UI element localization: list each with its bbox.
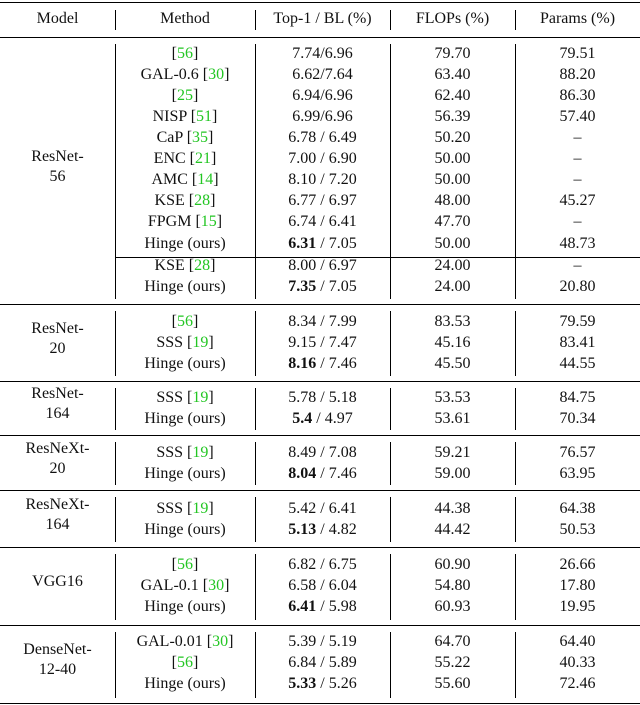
method-cell (115, 106, 255, 127)
top1-value: 8.34 / 7.99 (288, 313, 357, 330)
params-cell: 19.95 (559, 598, 596, 615)
top1-value: / 7.46 (316, 355, 357, 372)
params-cell: 64.40 (559, 633, 596, 650)
model-name-line: 164 (45, 405, 70, 422)
column-rule (515, 10, 516, 30)
model-name-line: ResNet- (31, 385, 84, 402)
method-name: Hinge (ours) (144, 598, 226, 615)
bracket-open: [ (187, 500, 193, 517)
model-name (0, 439, 115, 479)
citation-link[interactable]: 30 (208, 577, 225, 594)
method-cell (115, 596, 255, 617)
bracket-close: ] (216, 213, 223, 230)
method-cell (115, 575, 255, 596)
method-cell (115, 64, 255, 85)
top1-value: 7.74/6.96 (292, 45, 353, 62)
model-name-line: 164 (45, 516, 70, 533)
method-cell (115, 498, 255, 519)
top1-value: 6.74 / 6.41 (288, 213, 357, 230)
header-flops: FLOPs (%) (415, 10, 490, 27)
method-cell (115, 519, 255, 540)
top1-value: 7.00 / 6.90 (288, 150, 357, 167)
params-cell: 70.34 (559, 410, 596, 427)
params-cell: 20.80 (559, 278, 596, 295)
model-name-line: DenseNet- (23, 641, 92, 658)
params-cell: 76.57 (559, 444, 596, 461)
flops-cell: 50.20 (434, 129, 471, 146)
citation-link[interactable]: 56 (177, 556, 193, 573)
top1-cell (255, 332, 390, 353)
citation-link[interactable]: 56 (177, 313, 193, 330)
model-name-line: ResNet- (31, 320, 84, 337)
top1-value: 6.94/6.96 (292, 87, 353, 104)
group-rule (0, 625, 640, 626)
top1-cell (255, 85, 390, 106)
flops-cell: 47.70 (434, 213, 471, 230)
top1-cell (255, 387, 390, 408)
flops-cell: 45.16 (434, 334, 471, 351)
top1-value: / 7.46 (316, 465, 357, 482)
group-rule (0, 435, 640, 436)
method-name: Hinge (ours) (144, 521, 226, 538)
method-name: Hinge (ours) (144, 355, 226, 372)
top1-cell (255, 148, 390, 169)
best-value: 8.04 (288, 465, 317, 482)
top1-cell (255, 311, 390, 332)
citation-link[interactable]: 19 (192, 500, 209, 517)
model-name-line: 20 (49, 460, 66, 477)
group-rule (0, 37, 640, 38)
method-cell (115, 631, 255, 652)
citation-link[interactable]: 19 (192, 389, 209, 406)
top1-value: 6.99/6.96 (292, 108, 353, 125)
params-cell: 48.73 (559, 235, 596, 252)
params-cell: 83.41 (559, 334, 596, 351)
bracket-open: [ (206, 633, 213, 650)
header-params: Params (%) (539, 10, 616, 27)
bracket-close: ] (208, 129, 214, 146)
header-model: Model (36, 10, 79, 27)
model-name (0, 495, 115, 535)
bracket-close: ] (208, 444, 214, 461)
top1-value: 8.49 / 7.08 (288, 444, 357, 461)
method-cell (115, 554, 255, 575)
method-cell (115, 387, 255, 408)
flops-cell: 79.70 (434, 45, 471, 62)
method-cell (115, 190, 255, 211)
top1-value: / 4.97 (312, 410, 353, 427)
bracket-close: ] (212, 108, 218, 125)
top1-value: / 7.05 (316, 235, 357, 252)
method-name: Hinge (ours) (144, 278, 226, 295)
bracket-close: ] (211, 150, 217, 167)
params-cell: – (573, 171, 582, 188)
method-cell (115, 85, 255, 106)
model-name-line: 20 (49, 340, 66, 357)
bracket-open: [ (186, 129, 193, 146)
params-cell: – (573, 129, 582, 146)
citation-link[interactable]: 15 (200, 213, 217, 230)
bracket-close: ] (210, 192, 216, 209)
flops-cell: 60.90 (434, 556, 471, 573)
bracket-open: [ (187, 334, 193, 351)
params-cell: 45.27 (559, 192, 596, 209)
group-rule (0, 490, 640, 491)
flops-cell: 59.00 (434, 465, 471, 482)
bracket-open: [ (188, 192, 195, 209)
method-cell (115, 673, 255, 694)
model-name (0, 640, 115, 680)
top1-value: 8.10 / 7.20 (288, 171, 357, 188)
top1-value: / 5.26 (316, 675, 357, 692)
params-cell: 57.40 (559, 108, 596, 125)
method-name: SSS (156, 444, 188, 461)
group-rule (0, 547, 640, 548)
citation-link[interactable]: 25 (177, 87, 193, 104)
bracket-close: ] (193, 45, 199, 62)
top1-value: 6.78 / 6.49 (288, 129, 357, 146)
model-name (0, 572, 115, 592)
flops-cell: 24.00 (434, 278, 471, 295)
method-cell (115, 148, 255, 169)
method-cell (115, 276, 255, 297)
flops-cell: 50.00 (434, 235, 471, 252)
top1-cell (255, 631, 390, 652)
flops-cell: 64.70 (434, 633, 471, 650)
method-name: SSS (156, 334, 188, 351)
bracket-close: ] (208, 389, 214, 406)
top1-cell (255, 442, 390, 463)
method-cell (115, 463, 255, 484)
method-name: CaP (156, 129, 187, 146)
top1-value: 5.78 / 5.18 (288, 389, 357, 406)
bracket-open: [ (202, 66, 209, 83)
method-cell (115, 332, 255, 353)
params-cell: 88.20 (559, 66, 596, 83)
params-cell: 63.95 (559, 465, 596, 482)
bracket-open: [ (190, 108, 197, 125)
citation-link[interactable]: 56 (177, 45, 193, 62)
bracket-close: ] (193, 313, 199, 330)
flops-cell: 24.00 (434, 257, 471, 274)
method-name: Hinge (ours) (144, 465, 226, 482)
top1-cell (255, 652, 390, 673)
bracket-close: ] (224, 577, 230, 594)
method-name: GAL-0.01 (136, 633, 207, 650)
top1-value: 8.00 / 6.97 (288, 257, 357, 274)
flops-cell: 62.40 (434, 87, 471, 104)
best-value: 5.13 (288, 521, 317, 538)
top1-cell (255, 211, 390, 232)
bracket-close: ] (193, 556, 199, 573)
citation-link[interactable]: 28 (194, 257, 211, 274)
params-cell: 26.66 (559, 556, 596, 573)
bracket-open: [ (171, 654, 177, 671)
top1-cell (255, 353, 390, 374)
bracket-close: ] (208, 500, 214, 517)
citation-link[interactable]: 56 (177, 654, 193, 671)
params-cell: 79.59 (559, 313, 596, 330)
method-cell (115, 43, 255, 64)
flops-cell: 55.60 (434, 675, 471, 692)
flops-cell: 56.39 (434, 108, 471, 125)
column-rule (390, 10, 391, 30)
citation-link[interactable]: 14 (197, 171, 214, 188)
params-cell: 72.46 (559, 675, 596, 692)
best-value: 5.33 (288, 675, 317, 692)
group-rule (0, 2, 640, 3)
top1-value: / 4.82 (316, 521, 357, 538)
top1-value: 5.39 / 5.19 (288, 633, 357, 650)
top1-cell (255, 43, 390, 64)
flops-cell: 45.50 (434, 355, 471, 372)
method-cell (115, 169, 255, 190)
group-rule (0, 304, 640, 305)
citation-link[interactable]: 19 (192, 334, 209, 351)
method-cell (115, 233, 255, 254)
flops-cell: 83.53 (434, 313, 471, 330)
method-name: FPGM (147, 213, 196, 230)
bracket-close: ] (224, 66, 230, 83)
top1-value: 6.77 / 6.97 (288, 192, 357, 209)
params-cell: 44.55 (559, 355, 596, 372)
top1-cell (255, 255, 390, 276)
method-name: SSS (156, 389, 188, 406)
top1-cell (255, 575, 390, 596)
flops-cell: 60.93 (434, 598, 471, 615)
citation-link[interactable]: 51 (196, 108, 213, 125)
method-cell (115, 255, 255, 276)
method-name: GAL-0.6 (140, 66, 203, 83)
method-name: ENC (153, 150, 190, 167)
method-name: KSE (154, 192, 189, 209)
bracket-open: [ (189, 150, 195, 167)
bracket-open: [ (188, 257, 195, 274)
flops-cell: 53.53 (434, 389, 471, 406)
method-name: SSS (156, 500, 188, 517)
method-cell (115, 211, 255, 232)
params-cell: – (573, 150, 582, 167)
bracket-open: [ (202, 577, 209, 594)
method-cell (115, 311, 255, 332)
method-cell (115, 442, 255, 463)
params-cell: – (573, 257, 582, 274)
bracket-close: ] (210, 257, 216, 274)
citation-link[interactable]: 30 (212, 633, 229, 650)
bracket-close: ] (213, 171, 219, 188)
flops-cell: 44.38 (434, 500, 471, 517)
top1-cell (255, 127, 390, 148)
method-name: AMC (151, 171, 192, 188)
method-name: Hinge (ours) (144, 410, 226, 427)
top1-cell (255, 276, 390, 297)
header-method: Method (160, 10, 210, 27)
params-cell: 79.51 (559, 45, 596, 62)
top1-cell (255, 673, 390, 694)
top1-cell (255, 596, 390, 617)
params-cell: 50.53 (559, 521, 596, 538)
bracket-close: ] (193, 654, 199, 671)
method-name: GAL-0.1 (140, 577, 203, 594)
column-rule (255, 10, 256, 30)
top1-value: 5.42 / 6.41 (288, 500, 357, 517)
bracket-open: [ (171, 313, 177, 330)
top1-value: / 7.05 (316, 278, 357, 295)
top1-value: 6.84 / 5.89 (288, 654, 357, 671)
top1-cell (255, 169, 390, 190)
bracket-close: ] (228, 633, 234, 650)
flops-cell: 63.40 (434, 66, 471, 83)
top1-cell (255, 190, 390, 211)
flops-cell: 53.61 (434, 410, 471, 427)
params-cell: 84.75 (559, 389, 596, 406)
model-name-line: VGG16 (32, 573, 83, 590)
params-cell: 17.80 (559, 577, 596, 594)
citation-link[interactable]: 30 (208, 66, 225, 83)
method-name: NISP (152, 108, 191, 125)
bracket-open: [ (187, 389, 193, 406)
model-name-line: 12-40 (38, 661, 77, 678)
top1-cell (255, 519, 390, 540)
bracket-open: [ (171, 45, 177, 62)
best-value: 6.31 (288, 235, 317, 252)
bracket-open: [ (171, 556, 177, 573)
top1-value: 9.15 / 7.47 (288, 334, 357, 351)
column-rule (115, 10, 116, 30)
best-value: 5.4 (292, 410, 313, 427)
top1-cell (255, 498, 390, 519)
model-name-line: ResNeXt- (25, 496, 90, 513)
top1-cell (255, 106, 390, 127)
top1-value: / 5.98 (316, 598, 357, 615)
model-name (0, 147, 115, 187)
top1-value: 6.58 / 6.04 (288, 577, 357, 594)
flops-cell: 50.00 (434, 150, 471, 167)
flops-cell: 55.22 (434, 654, 471, 671)
top1-value: 6.82 / 6.75 (288, 556, 357, 573)
top1-cell (255, 64, 390, 85)
top1-value: 6.62/7.64 (292, 66, 353, 83)
best-value: 6.41 (288, 598, 317, 615)
bracket-open: [ (191, 171, 198, 188)
best-value: 7.35 (288, 278, 317, 295)
citation-link[interactable]: 28 (194, 192, 211, 209)
bracket-close: ] (193, 87, 199, 104)
group-rule (0, 381, 640, 382)
params-cell: 40.33 (559, 654, 596, 671)
method-name: KSE (154, 257, 189, 274)
model-name-line: ResNeXt- (25, 440, 90, 457)
bracket-open: [ (195, 213, 201, 230)
method-name: Hinge (ours) (144, 235, 226, 252)
citation-link[interactable]: 21 (195, 150, 211, 167)
citation-link[interactable]: 19 (192, 444, 209, 461)
header-top1: Top-1 / BL (%) (273, 10, 372, 27)
flops-cell: 44.42 (434, 521, 471, 538)
method-cell (115, 353, 255, 374)
method-cell (115, 652, 255, 673)
top1-cell (255, 233, 390, 254)
citation-link[interactable]: 35 (192, 129, 209, 146)
flops-cell: 48.00 (434, 192, 471, 209)
bracket-close: ] (208, 334, 214, 351)
top1-cell (255, 408, 390, 429)
model-name (0, 319, 115, 359)
flops-cell: 54.80 (434, 577, 471, 594)
model-name-line: ResNet- (31, 148, 84, 165)
top1-cell (255, 463, 390, 484)
top1-cell (255, 554, 390, 575)
flops-cell: 59.21 (434, 444, 471, 461)
best-value: 8.16 (288, 355, 317, 372)
bracket-open: [ (187, 444, 193, 461)
method-cell (115, 408, 255, 429)
params-cell: 86.30 (559, 87, 596, 104)
model-name-line: 56 (49, 168, 66, 185)
flops-cell: 50.00 (434, 171, 471, 188)
params-cell: 64.38 (559, 500, 596, 517)
model-name (0, 384, 115, 424)
method-name: Hinge (ours) (144, 675, 226, 692)
group-rule (0, 703, 640, 704)
bracket-open: [ (171, 87, 177, 104)
method-cell (115, 127, 255, 148)
params-cell: – (573, 213, 582, 230)
